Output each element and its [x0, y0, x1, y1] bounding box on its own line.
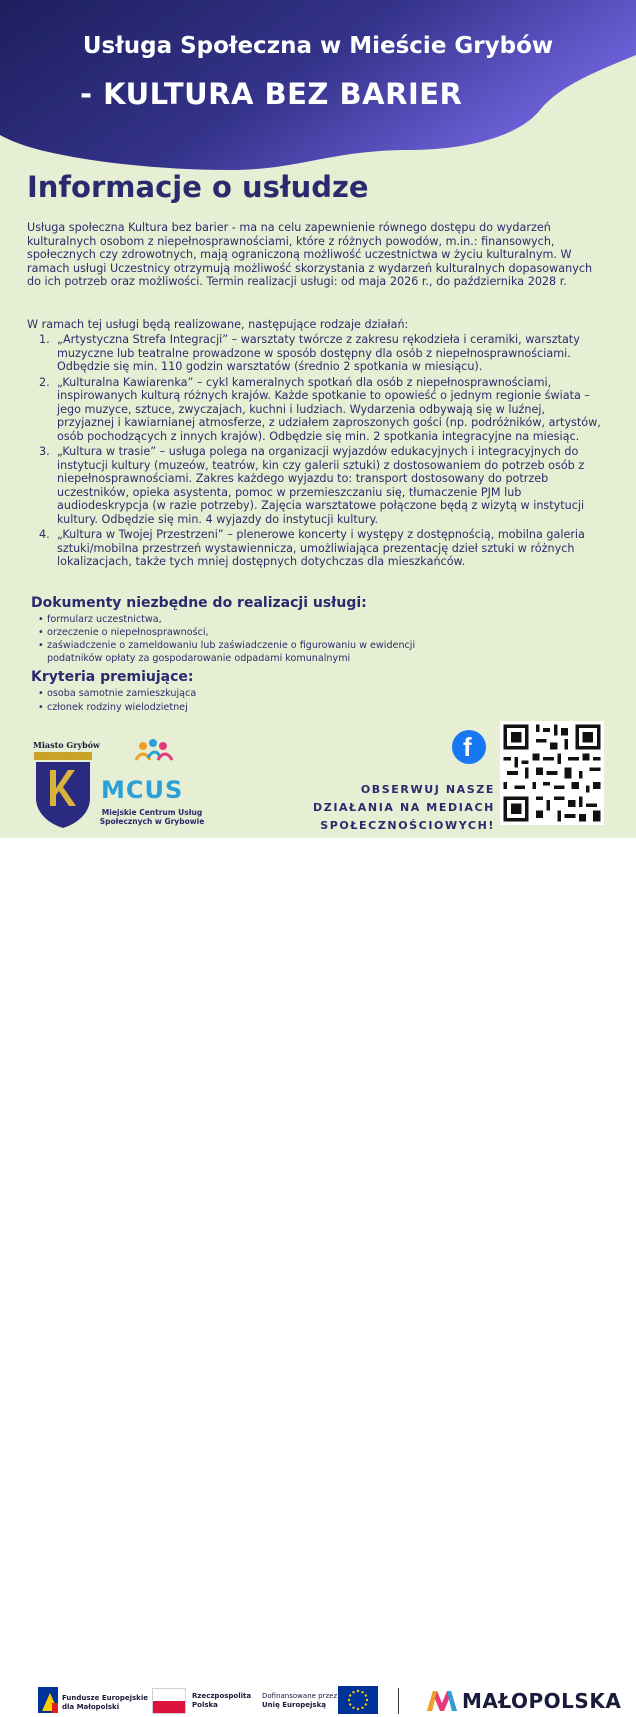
qr-code-icon[interactable] [500, 721, 604, 825]
malopolska-logo-icon [425, 1687, 459, 1713]
mcus-wordmark [101, 776, 183, 804]
action-item [39, 445, 605, 526]
action-number: 1. [39, 333, 50, 346]
mcus-wordmark-text: MCUS [101, 776, 184, 804]
action-item [39, 528, 605, 569]
intro-paragraph: Usługa społeczna Kultura bez barier - ma na celu zapewnienie równego dostępu do wydarzeń kulturalnych osobom z niepełnosprawnościami, które z różnych powodów, m.in.: finansowych, społecznych czy zdrowotnych, mają ograniczoną możliwość uczestnictwa w życiu kulturalnym. W ramach usługi Uczestnicy otrzymują możliwość skorzystania z wydarzeń kulturalnych dopasowanych do ich potrzeb oraz możliwości. Termin realizacji usługi: od maja 2026 r., do października 2028 r. [27, 221, 593, 288]
footer-divider [398, 1688, 399, 1714]
action-item [39, 375, 605, 444]
action-number: 3. [39, 445, 50, 458]
eu-line: Unię Europejską [262, 1701, 326, 1709]
document-item: • formularz uczestnictwa, [38, 613, 438, 626]
city-label: Miasto Grybów [33, 740, 100, 750]
eu-funds-line: dla Małopolski [62, 1703, 120, 1711]
actions-lead: W ramach tej usługi będą realizowane, następujące rodzaje działań: [27, 318, 409, 331]
follow-line: OBSERWUJ NASZE [360, 783, 495, 796]
eu-cofunded-label [262, 1692, 337, 1710]
documents-heading: Dokumenty niezbędne do realizacji usługi: [31, 595, 367, 611]
poland-flag-icon [152, 1688, 186, 1714]
info-heading: Informacje o usłudze [27, 170, 369, 204]
eu-line: Dofinansowane przez [262, 1692, 338, 1700]
criteria-item: • członek rodziny wielodzietnej [38, 701, 338, 715]
poland-line: Rzeczpospolita [192, 1692, 252, 1700]
eu-funds-label [62, 1694, 148, 1712]
document-item: • orzeczenie o niepełnosprawności, [38, 626, 438, 639]
action-text: „Kulturalna Kawiarenka” – cykl kameralnych spotkań dla osób z niepełnosprawnościami, inspirowanych kulturą różnych krajów. Każde spotkanie to opowieść o jednym regionie świata – jego muzyce, sztuce, zwyczajach, kuchni i ludziach. Wydarzenia odbywają się w luźnej, przyjaznej i kawiarnianej atmosferze, z udziałem zaproszonych gości (np. podróżników, artystów, osób pochodzących z innych krajów). Odbędzie się min. 2 spotkania integracyjne na miesiąc. [57, 375, 601, 443]
action-item [39, 333, 605, 374]
footer [0, 838, 636, 1713]
facebook-icon[interactable]: f [452, 730, 486, 764]
mcus-subtitle: Miejskie Centrum Usług Społecznych w Grybowie [99, 808, 205, 826]
actions-list [39, 333, 605, 571]
follow-line: DZIAŁANIA NA MEDIACH [313, 801, 495, 814]
eu-funds-line: Fundusze Europejskie [62, 1694, 148, 1702]
criteria-heading: Kryteria premiujące: [31, 669, 194, 685]
poland-label [192, 1692, 251, 1710]
criteria-item: • osoba samotnie zamieszkująca [38, 687, 338, 701]
poland-line: Polska [192, 1701, 218, 1709]
criteria-list [38, 687, 338, 715]
city-coat-of-arms-icon [30, 740, 96, 830]
malopolska-wordmark: MAŁOPOLSKA [462, 1689, 622, 1713]
action-text: „Artystyczna Strefa Integracji” – warsztaty twórcze z zakresu rękodzieła i ceramiki, warsztaty muzyczne lub teatralne prowadzone w sposób dostępny dla osób z niepełnosprawnościami. Odbędzie się min. 110 godzin warsztatów (średnio 2 spotkania w miesiącu). [57, 333, 580, 373]
action-number: 2. [39, 375, 50, 389]
follow-text [300, 781, 495, 835]
title-line-1: Usługa Społeczna w Mieście Grybów [82, 33, 554, 59]
documents-list [38, 613, 438, 665]
document-item: • zaświadczenie o zameldowaniu lub zaświadczenie o figurowaniu w ewidencji podatników opłaty za gospodarowanie odpadami komunalnymi [38, 639, 438, 665]
action-text: „Kultura w trasie” – usługa polega na organizacji wyjazdów edukacyjnych i integracyjnych do instytucji kultury (muzeów, teatrów, kin czy galerii sztuki) z dostosowaniem do potrzeb osób z niepełnosprawnościami. Zakres każdego wyjazdu to: transport dostosowany do potrzeb uczestników, opieka asystenta, pomoc w przemieszczaniu się, tłumaczenie PJM lub audiodeskrypcja (w razie potrzeby). Zajęcia warsztatowe połączone będą z wizytą w instytucji kultury. Odbędzie się min. 4 wyjazdy do instytucji kultury. [57, 445, 585, 526]
poster [0, 0, 636, 838]
eu-flag-icon [338, 1686, 378, 1714]
follow-line: SPOŁECZNOŚCIOWYCH! [320, 819, 495, 832]
title-line-2: - KULTURA BEZ BARIER [80, 77, 463, 111]
action-number: 4. [39, 528, 50, 541]
action-text: „Kultura w Twojej Przestrzeni” – plenerowe koncerty i występy z dostępnością, mobilna galeria sztuki/mobilna przestrzeń wystawiennicza, umożliwiająca prezentację dzieł sztuki w różnych lokalizacjach, także tych mniej dostępnych dotychczas dla mieszkańców. [57, 528, 585, 568]
